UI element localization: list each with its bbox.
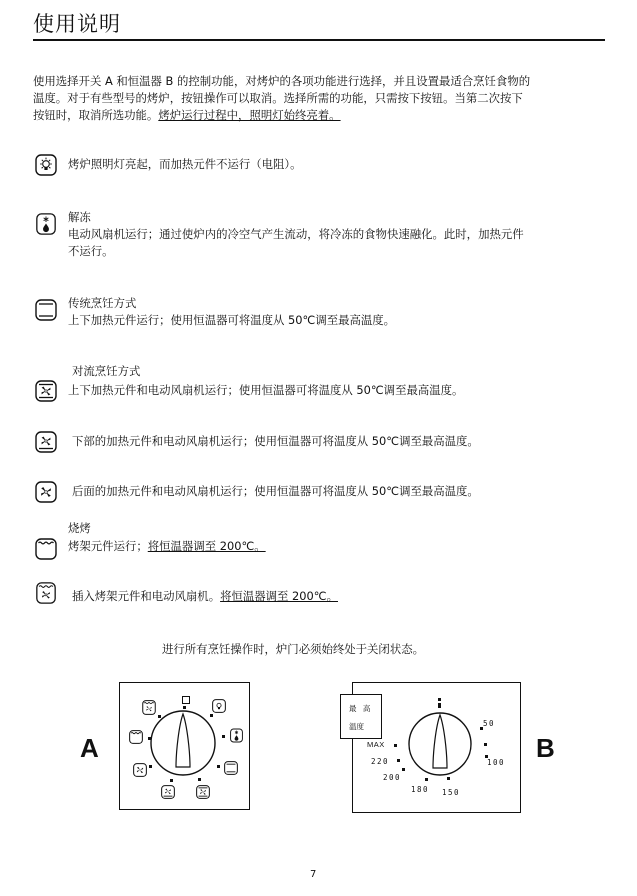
page-number: 7 [310,869,317,880]
conventional-cooking-icon [35,299,57,321]
function-title: 烧烤 [68,521,91,535]
function-desc: 烤炉照明灯亮起，而加热元件不运行（电阻）。 [68,157,302,171]
intro-line: 按钮时，取消所选功能。烤炉运行过程中，照明灯始终亮着。 [33,108,341,122]
function-title: 解冻 [68,210,91,224]
max-temp-label: 最 高 [349,704,373,713]
temp-tick [425,778,428,781]
grill-fan-icon [35,582,57,604]
defrost-icon [35,213,57,235]
grill-temp-note: 将恒温器调至 200℃。 [147,539,266,553]
door-closed-note: 进行所有烹饪操作时，炉门必须始终处于关闭状态。 [162,642,424,656]
intro-line: 使用选择开关 A 和恒温器 B 的控制功能，对烤炉的各项功能进行选择，并且设置最适合烹饪食物的 [33,74,531,88]
convection-fan-icon [35,380,57,402]
off-mark [438,703,441,708]
function-desc: 插入烤架元件和电动风扇机。将恒温器调至 200℃。 [72,589,338,603]
position-tick [148,737,151,740]
position-tick [210,714,213,717]
grill-icon [129,730,143,744]
title-divider [33,39,605,41]
intro-paragraph [33,73,605,124]
grill-fan-icon [142,700,156,715]
position-tick [170,779,173,782]
bottom-heat-fan-icon [161,785,175,799]
temp-label-max: MAX [367,740,385,749]
off-position-mark [182,696,190,704]
selector-a-panel [119,682,250,810]
position-tick [183,706,186,709]
page-title: 使用说明 [33,12,121,36]
selector-a-knob[interactable] [149,709,217,777]
selector-a-label: A [80,733,99,763]
thermostat-b-panel [349,682,521,813]
rear-heat-fan-icon [133,763,147,777]
grill-fan-temp-note: 将恒温器调至 200℃。 [220,589,338,603]
temp-tick [484,743,487,746]
convection-fan-icon [196,785,210,799]
defrost-icon [230,728,243,743]
function-desc: 后面的加热元件和电动风扇机运行；使用恒温器可将温度从 50℃调至最高温度。 [72,484,479,498]
off-mark [438,698,441,701]
oven-lamp-icon [35,154,57,176]
temp-label-150: 150 [442,788,461,797]
lamp-always-on-note: 烤炉运行过程中，照明灯始终亮着。 [158,108,341,122]
conventional-cooking-icon [224,761,238,775]
temp-label-200: 200 [383,773,402,782]
temp-label-220: 220 [371,757,390,766]
rear-heat-fan-icon [35,481,57,503]
position-tick [149,765,152,768]
function-desc: 上下加热元件和电动风扇机运行；使用恒温器可将温度从 50℃调至最高温度。 [68,383,464,397]
function-desc: 不运行。 [68,244,114,258]
position-tick [222,735,225,738]
thermostat-b-knob[interactable] [407,711,473,777]
temp-tick [397,759,400,762]
temp-label-180: 180 [411,785,430,794]
function-title: 传统烹饪方式 [68,296,137,310]
thermostat-b-label: B [536,733,555,763]
function-desc: 电动风扇机运行；通过使炉内的冷空气产生流动，将冷冻的食物快速融化。此时，加热元件 [68,227,524,241]
function-title: 对流烹饪方式 [72,364,141,378]
intro-line: 温度。对于有些型号的烤炉，按钮操作可以取消。选择所需的功能，只需按下按钮。当第二次按下 [33,91,523,105]
function-desc: 上下加热元件运行；使用恒温器可将温度从 50℃调至最高温度。 [68,313,396,327]
grill-icon [35,538,57,560]
temp-tick [402,768,405,771]
temp-tick [447,777,450,780]
max-temp-label: 温度 [349,722,364,731]
function-desc: 下部的加热元件和电动风扇机运行；使用恒温器可将温度从 50℃调至最高温度。 [72,434,479,448]
temp-label-50: 50 [483,719,496,728]
temp-label-100: 100 [487,758,506,767]
position-tick [217,765,220,768]
temp-tick [394,744,397,747]
bottom-heat-fan-icon [35,431,57,453]
position-tick [158,715,161,718]
position-tick [198,778,201,781]
max-temp-box [340,694,382,739]
function-desc: 烤架元件运行；将恒温器调至 200℃。 [68,539,266,553]
oven-lamp-icon [212,699,226,713]
